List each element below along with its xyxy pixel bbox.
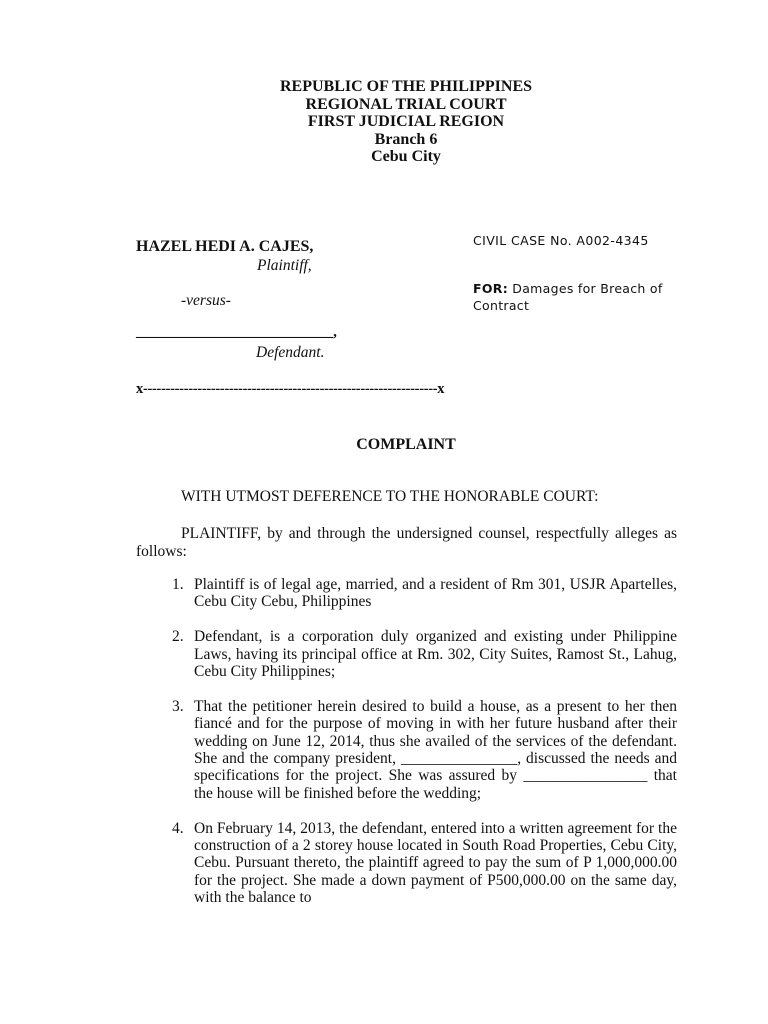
allegation-item — [136, 820, 677, 907]
document-title: COMPLAINT — [356, 436, 456, 453]
court-header — [0, 78, 768, 166]
case-for-text: Damages for Breach of Contract — [473, 281, 663, 313]
plaintiff-role: Plaintiff, — [257, 257, 312, 274]
allegation-number: 1. — [172, 576, 184, 593]
allegation-text: On February 14, 2013, the defendant, entered into a written agreement for the construction of a 2 storey house located in South Road Properties, Cebu City, Cebu. Pursuant thereto, the plaintiff agreed to pay the sum of P 1,000,000.00 for the project. She made a down payment of P500,000.00 on the same day, with the balance to — [194, 819, 677, 907]
intro-paragraph: PLAINTIFF, by and through the undersigned counsel, respectfully alleges as follows: — [136, 525, 677, 560]
header-branch: Branch 6 — [374, 130, 438, 148]
case-for-label: FOR: — [473, 281, 508, 296]
header-court: REGIONAL TRIAL COURT — [305, 95, 507, 113]
header-region: FIRST JUDICIAL REGION — [307, 113, 505, 131]
plaintiff-name: HAZEL HEDI A. CAJES, — [136, 238, 314, 255]
allegation-item — [136, 628, 677, 680]
allegation-number: 3. — [172, 697, 184, 715]
allegation-item — [136, 698, 677, 802]
versus-label: -versus- — [181, 292, 231, 309]
header-city: Cebu City — [371, 148, 441, 166]
allegation-number: 4. — [172, 819, 184, 837]
defendant-name-blank: ___________________________, — [136, 324, 337, 340]
allegation-number: 2. — [172, 628, 184, 646]
allegations-list — [136, 576, 677, 924]
salutation: WITH UTMOST DEFERENCE TO THE HONORABLE COURT: — [181, 488, 599, 505]
allegation-text: That the petitioner herein desired to build a house, as a present to her then fiancé and for the purpose of moving in with her future husband after their wedding on June 12, 2014, thus she availed of the services of the defendant. She and the company president, _______________, discussed the needs and specifications for the project. She was assured by ________________ that the house will be finished before the wedding; — [194, 697, 677, 802]
allegation-item — [136, 576, 677, 611]
case-nature — [473, 280, 703, 314]
header-republic: REPUBLIC OF THE PHILIPPINES — [279, 78, 533, 95]
allegation-text: Plaintiff is of legal age, married, and a resident of Rm 301, USJR Apartelles, Cebu City Cebu, Philippines — [194, 576, 677, 611]
defendant-role: Defendant. — [256, 344, 325, 361]
caption-separator: x-----------------------------------------------------------------x — [136, 381, 445, 397]
allegation-text: Defendant, is a corporation duly organized and existing under Philippine Laws, having its principal office at Rm. 302, City Suites, Ramost St., Lahug, Cebu City Philippines; — [194, 628, 677, 681]
case-number: CIVIL CASE No. A002-4345 — [473, 233, 649, 248]
